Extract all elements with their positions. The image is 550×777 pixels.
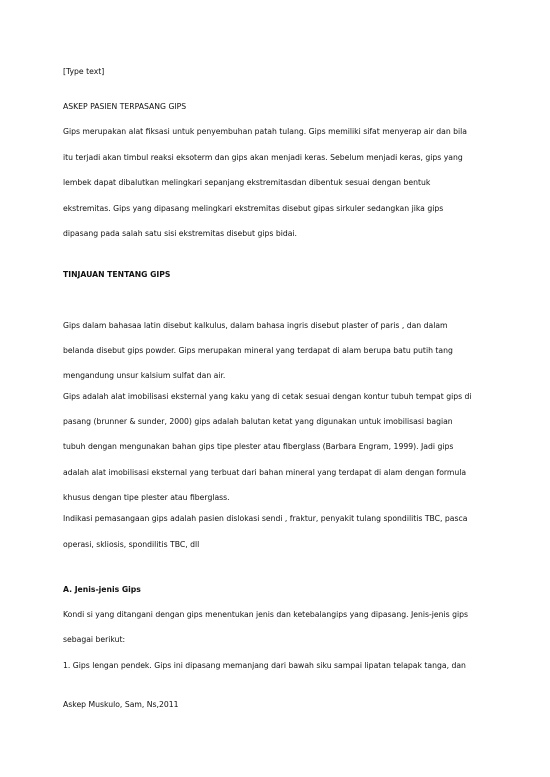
page-header: [Type text] [63, 67, 105, 76]
paragraph-line: lembek dapat dibalutkan melingkari sepanjang ekstremitasdan dibentuk sesuai dengan bentuk [63, 178, 431, 187]
paragraph-line: 1. Gips lengan pendek. Gips ini dipasang memanjang dari bawah siku sampai lipatan telapak tanga, dan [63, 661, 466, 670]
paragraph-line: sebagai berikut: [63, 635, 126, 644]
paragraph-line: Kondi si yang ditangani dengan gips menentukan jenis dan ketebalangips yang dipasang. Jenis-jenis gips [63, 610, 469, 619]
paragraph-line: Gips merupakan alat fiksasi untuk penyembuhan patah tulang. Gips memiliki sifat menyerap air dan bila [63, 127, 468, 136]
section-heading: A. Jenis-jenis Gips [63, 585, 141, 594]
paragraph-line: itu terjadi akan timbul reaksi eksoterm dan gips akan menjadi keras. Sebelum menjadi keras, gips yang [63, 153, 463, 162]
paragraph-line: belanda disebut gips powder. Gips merupakan mineral yang terdapat di alam berupa batu putih tang [63, 346, 453, 355]
paragraph-line: mengandung unsur kalsium sulfat dan air. [63, 371, 226, 380]
paragraph-line: pasang (brunner & sunder, 2000) gips adalah balutan ketat yang digunakan untuk imobilisasi bagian [63, 417, 453, 426]
paragraph-line: khusus dengan tipe plester atau fiberglass. [63, 493, 230, 502]
page-footer: Askep Muskulo, Sam, Ns,2011 [63, 700, 179, 709]
paragraph-line: dipasang pada salah satu sisi ekstremitas disebut gips bidai. [63, 229, 298, 238]
document-title: ASKEP PASIEN TERPASANG GIPS [63, 102, 187, 111]
paragraph-line: tubuh dengan mengunakan bahan gips tipe plester atau fiberglass (Barbara Engram, 1999). Jadi gips [63, 442, 454, 451]
paragraph-line: adalah alat imobilisasi eksternal yang terbuat dari bahan mineral yang terdapat di alam dengan formula [63, 468, 467, 477]
paragraph-line: Indikasi pemasangaan gips adalah pasien dislokasi sendi , fraktur, penyakit tulang spondilitis TBC, pasca [63, 514, 468, 523]
paragraph-line: Gips adalah alat imobilisasi eksternal yang kaku yang di cetak sesuai dengan kontur tubuh tempat gips di [63, 392, 472, 401]
paragraph-line: ekstremitas. Gips yang dipasang melingkari ekstremitas disebut gipas sirkuler sedangkan jika gips [63, 204, 444, 213]
paragraph-line: Gips dalam bahasaa latin disebut kalkulus, dalam bahasa ingris disebut plaster of paris , dan dalam [63, 321, 448, 330]
section-heading: TINJAUAN TENTANG GIPS [63, 270, 171, 279]
paragraph-line: operasi, skliosis, spondilitis TBC, dll [63, 540, 200, 549]
